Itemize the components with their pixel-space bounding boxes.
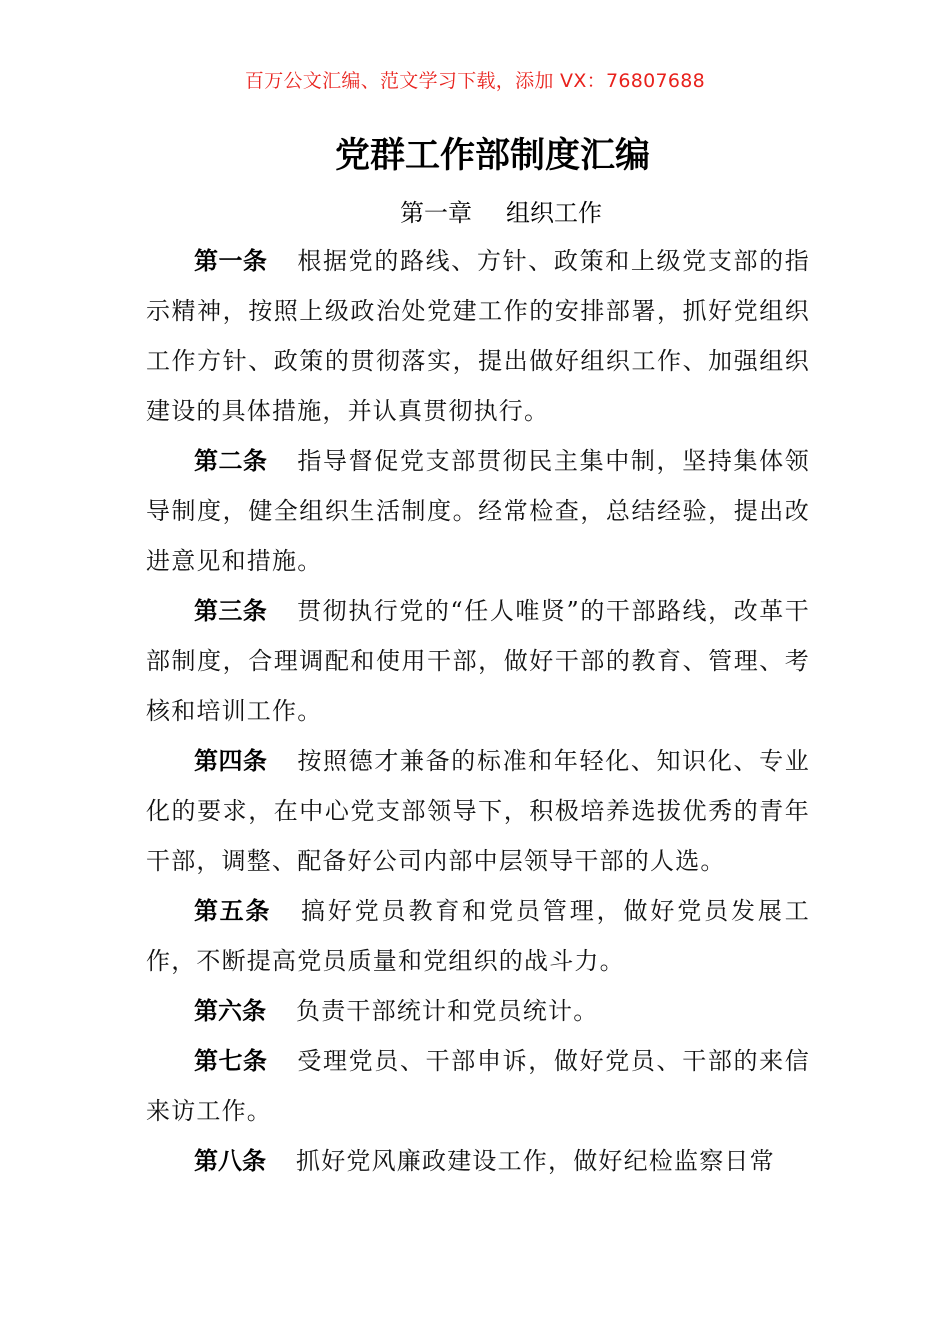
article-8 xyxy=(146,1136,810,1186)
chapter-number: 第一章 xyxy=(400,199,472,227)
chapter-name: 组织工作 xyxy=(506,199,602,227)
article-text: 负责干部统计和党员统计。 xyxy=(296,997,599,1025)
article-label: 第一条 xyxy=(194,247,268,275)
article-6 xyxy=(146,986,810,1036)
article-text: 按照德才兼备的标准和年轻化、知识化、专业化的要求，在中心党支部领导下，积极培养选拔优秀的青年干部，调整、配备好公司内部中层领导干部的人选。 xyxy=(146,747,811,875)
article-label: 第三条 xyxy=(194,597,268,625)
article-1 xyxy=(146,236,810,436)
article-text: 贯彻执行党的“任人唯贤”的干部路线，改革干部制度，合理调配和使用干部，做好干部的教育、管理、考核和培训工作。 xyxy=(146,597,810,725)
article-label: 第四条 xyxy=(194,747,268,775)
article-label: 第六条 xyxy=(194,997,266,1025)
article-2 xyxy=(146,436,810,586)
article-5 xyxy=(146,886,810,986)
article-text: 指导督促党支部贯彻民主集中制，坚持集体领导制度，健全组织生活制度。经常检查，总结经验，提出改进意见和措施。 xyxy=(146,447,811,575)
article-label: 第七条 xyxy=(194,1047,268,1075)
article-text: 受理党员、干部申诉，做好党员、干部的来信来访工作。 xyxy=(146,1047,811,1125)
article-label: 第二条 xyxy=(194,447,268,475)
header-note: 百万公文汇编、范文学习下载，添加 VX：76807688 xyxy=(244,70,706,92)
document-body xyxy=(146,236,810,1186)
chapter-heading xyxy=(0,193,950,228)
article-7 xyxy=(146,1036,810,1136)
article-4 xyxy=(146,736,810,886)
article-label: 第八条 xyxy=(194,1147,266,1175)
article-text: 抓好党风廉政建设工作，做好纪检监察日常 xyxy=(296,1147,775,1175)
document-title: 党群工作部制度汇编 xyxy=(334,136,650,176)
article-label: 第五条 xyxy=(194,897,272,925)
article-text: 搞好党员教育和党员管理，做好党员发展工作，不断提高党员质量和党组织的战斗力。 xyxy=(146,897,810,975)
article-text: 根据党的路线、方针、政策和上级党支部的指示精神，按照上级政治处党建工作的安排部署，抓好党组织工作方针、政策的贯彻落实，提出做好组织工作、加强组织建设的具体措施，并认真贯彻执行。 xyxy=(146,247,811,425)
article-3 xyxy=(146,586,810,736)
